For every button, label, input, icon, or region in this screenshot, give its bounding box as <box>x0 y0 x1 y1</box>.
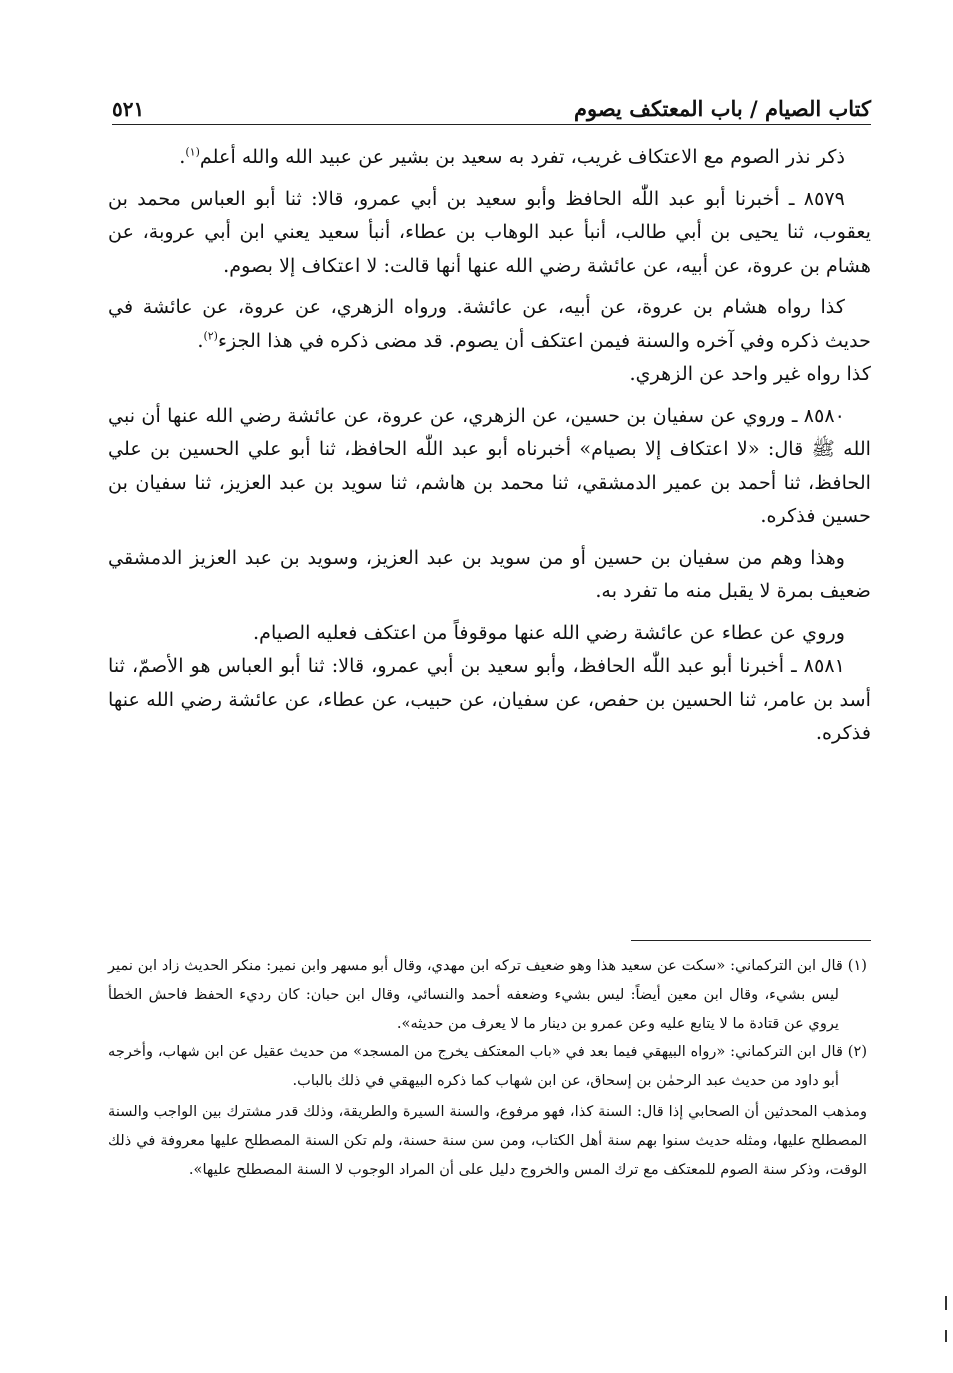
paragraph-5: وهذا وهم من سفيان بن حسين أو من سويد بن عبد العزيز، وسويد بن عبد العزيز الدمشقي ضعيف بمرة لا يقبل منه ما تفرد به. <box>108 545 871 602</box>
footnotes <box>108 952 867 1184</box>
footnote-2 <box>108 1038 867 1096</box>
paragraph-3-end: . <box>197 328 204 352</box>
footnote-2-text: قال ابن التركماني: «رواه البيهقي فيما بعد في «باب المعتكف يخرج من المسجد» من حديث عقيل عن ابن شهاب، وأخرجه أبو داود من حديث عبد الرحمٰن بن إسحاق، عن ابن شهاب كما ذكره البيهقي في ذلك بالباب. <box>108 1043 843 1090</box>
scan-edge-mark <box>945 1330 947 1342</box>
footnote-1 <box>108 952 867 1038</box>
footnote-2-marker: (٢) <box>847 1043 868 1061</box>
paragraph-1 <box>108 140 871 174</box>
paragraph-6: وروي عن عطاء عن عائشة رضي الله عنها موقوفاً من اعتكف فعليه الصيام. <box>252 620 845 644</box>
footnote-ref-2[interactable]: (٢) <box>203 329 218 343</box>
footnote-1-marker: (١) <box>847 957 867 974</box>
hadith-8579: ٨٥٧٩ ـ أخبرنا أبو عبد اللّٰه الحافظ وأبو سعيد بن أبي عمرو، قالا: ثنا أبو العباس محمد بن يعقوب، ثنا يحيى بن أبي طالب، أنبأ عبد الوهاب بن عطاء، أنبأ سعيد يعني ابن أبي عروبة، عن هشام بن عروة، عن أبيه، عن عائشة رضي الله عنها أنها قالت: لا اعتكاف إلا بصوم. <box>108 186 871 277</box>
running-title: كتاب الصيام / باب المعتكف يصوم <box>573 96 871 121</box>
paragraph-1-end: . <box>179 145 186 168</box>
paragraph-1-text: ذكر نذر الصوم مع الاعتكاف غريب، تفرد به سعيد بن بشير عن عبيد الله والله أعلم <box>199 145 845 168</box>
footnote-ref-1[interactable]: (١) <box>185 145 200 159</box>
hadith-8581: ٨٥٨١ ـ أخبرنا أبو عبد اللّٰه الحافظ، وأبو سعيد بن أبي عمرو، قالا: ثنا أبو العباس هو الأصمّ، ثنا أسد بن عامر، ثنا الحسين بن حفص، عن سفيان، عن حبيب، عن عطاء، عن عائشة رضي الله عنها فذكره. <box>108 654 871 744</box>
main-text <box>108 140 871 758</box>
footnote-1-text: قال ابن التركماني: «سكت عن سعيد هذا وهو ضعيف تركه ابن مهدي، وقال أبو مسهر وابن نمير: منكر الحديث زاد ابن نمير ليس بشيء، وقال ابن معين أيضاً: ليس بشيء وضعفه أحمد والنسائي، وقال ابن حبان: كان رديء الحفظ فاحش الخطأ يروي عن قتادة ما لا يتابع عليه وعن عمرو بن دينار ما لا يعرف من حديثه». <box>108 957 843 1032</box>
paragraph-3-text: كذا رواه هشام بن عروة، عن أبيه، عن عائشة. ورواه الزهري، عن عروة، عن عائشة في حديث ذكره وفي آخره والسنة فيمن اعتكف أن يصوم. قد مضى ذكره في هذا الجزء <box>108 295 871 352</box>
page-header <box>112 84 871 125</box>
paragraph-3 <box>108 290 871 357</box>
hadith-8580: ٨٥٨٠ ـ وروي عن سفيان بن حسين، عن الزهري، عن عروة، عن عائشة رضي الله عنها أن نبي الله ﷺ قال: «لا اعتكاف إلا بصيام» أخبرناه أبو عبد اللّٰه الحافظ، ثنا أبو علي الحسين بن علي الحافظ، ثنا أحمد بن عمير الدمشقي، ثنا محمد بن هاشم، ثنا سويد بن عبد العزيز، ثنا سفيان بن حسين فذكره. <box>108 403 871 527</box>
page-number: ٥٢١ <box>112 97 145 121</box>
scan-edge-mark <box>945 1296 947 1310</box>
footnote-2-continuation: ومذهب المحدثين أن الصحابي إذا قال: السنة كذا، فهو مرفوع، والسنة السيرة والطريقة، وذلك قدر مشترك بين الواجب والسنة المصطلح عليها، ومثله حديث سنوا بهم سنة أهل الكتاب، ومن سن سنة حسنة، ولم تكن السنة المصطلح عليها معروفة في ذلك الوقت، وذكر سنة الصوم للمعتكف مع ترك المس والخروج دليل على أن المراد الوجوب لا السنة المصطلح عليها». <box>108 1102 867 1178</box>
paragraph-3b: كذا رواه غير واحد عن الزهري. <box>629 362 871 385</box>
footnote-separator <box>631 940 871 941</box>
